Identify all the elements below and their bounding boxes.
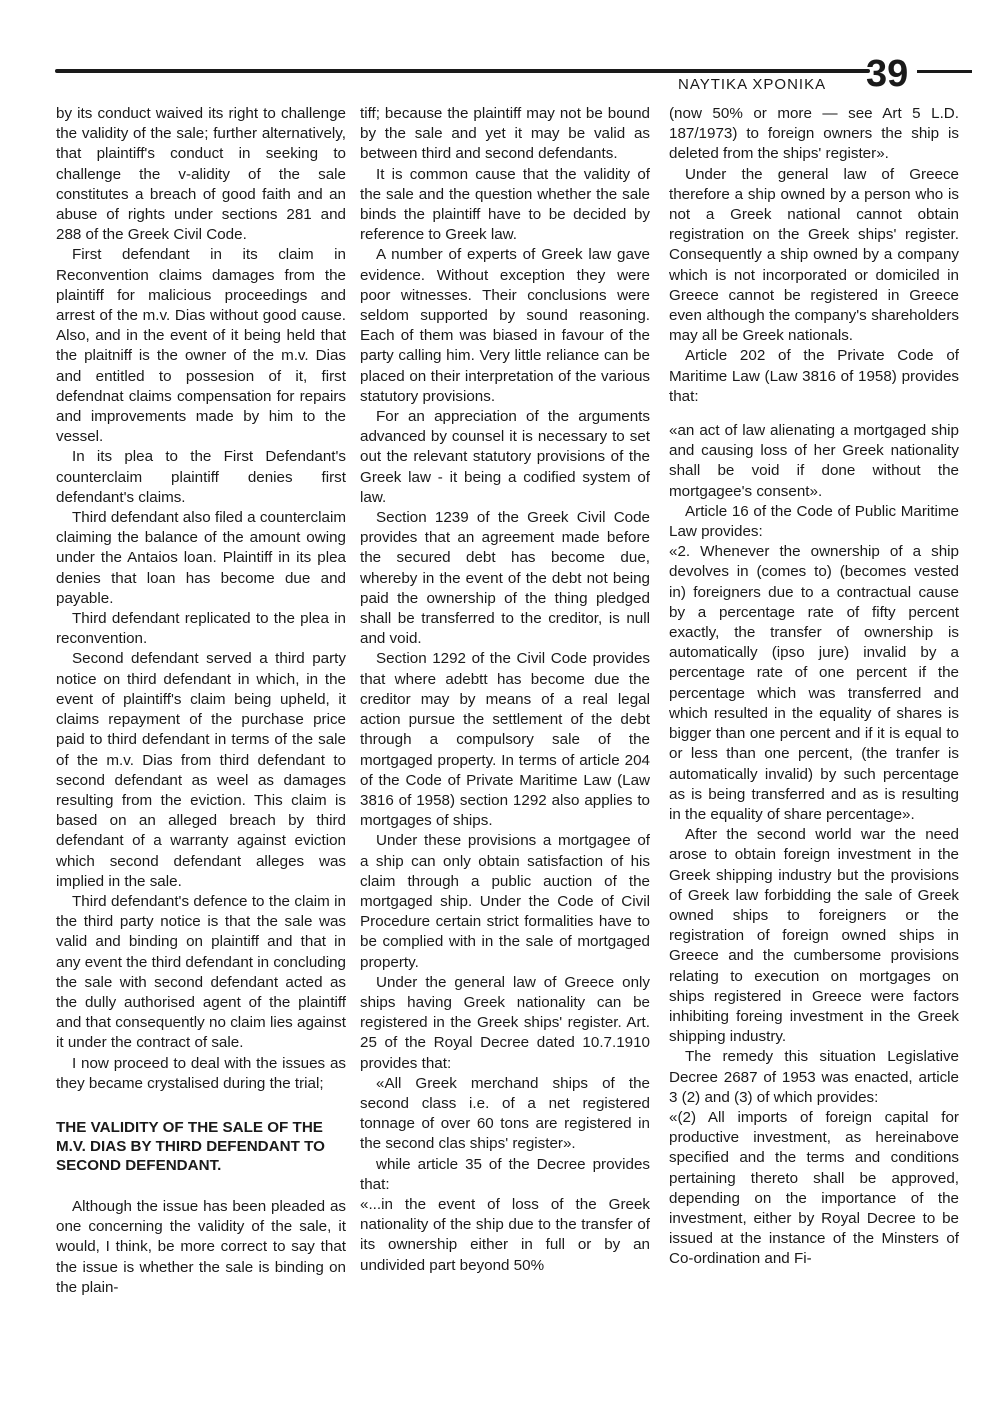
- paragraph: Under the general law of Greece therefore a ship owned by a person who is not a Greek national cannot obtain registration on the Greek ships' register. Consequently a ship owned by a company which is not incorporated or domiciled in Greece cannot be registered in Greece even although the company's shareholders may all be Greek nationals.: [669, 165, 959, 345]
- paragraph: After the second world war the need arose to obtain foreign investment in the Greek shipping industry but the provisions of Greek law forbidding the sale of Greek owned ships to foreigners or the registration of foreign owned ships in Greece and the cumbersome provisions relating to execution on mortgages on ships registered in Greece were factors inhibiting foreing investment in the Greek shipping industry.: [669, 826, 959, 1046]
- paragraph: Article 202 of the Private Code of Maritime Law (Law 3816 of 1958) provides that:: [669, 347, 959, 405]
- paragraph: Under these provisions a mortgagee of a ship can only obtain satisfaction of his claim through a public auction of the mortgaged ship. Under the Code of Civil Procedure certain strict formalities have to be complied with in the sale of mortgaged property.: [360, 832, 650, 971]
- column-3: [669, 104, 959, 1270]
- paragraph: Second defendant served a third party notice on third defendant in which, in the event of plaintiff's claim being upheld, it claims repayment of the purchase price paid to third defendant in terms of the sale of the m.v. Dias from third defendant to second defendant as weel as damages resulting from the eviction. This claim is based on an alleged breach by third defendant of a warranty against eviction which second defendant alleges was implied in the sale.: [56, 650, 346, 890]
- quote-paragraph: «All Greek merchand ships of the second class i.e. of a net registered tonnage of over 60 tons are registered in the second clas ships' register».: [360, 1074, 650, 1153]
- paragraph: Third defendant also filed a counterclaim claiming the balance of the amount owing under the Antaios loan. Plaintiff in its plea denies that loan has become due and payable.: [56, 509, 346, 607]
- paragraph: Section 1239 of the Greek Civil Code provides that an agreement made before the secured debt has become due, whereby in the event of the debt not being paid the ownership of the thing pledged shall be transferred to the creditor, is null and void.: [360, 509, 650, 648]
- paragraph: by its conduct waived its right to challenge the validity of the sale; further alternatively, that plaintiff's conduct in seeking to challenge the v-alidity of the sale constitutes a breach of good faith and an abuse of rights under sections 281 and 288 of the Greek Civil Code.: [56, 105, 346, 244]
- quote-paragraph: «an act of law alienating a mortgaged ship and causing loss of her Greek nationality shall be void if done without the mortgagee's consent».: [669, 422, 959, 500]
- page-number: 39: [866, 53, 909, 95]
- paragraph: First defendant in its claim in Reconvention claims damages from the plaintiff for malicious proceedings and arrest of the m.v. Dias without good cause. Also, and in the event of it being held that the plaitniff is the owner of the m.v. Dias and entitled to possesion of it, first defendnat claims compensation for repairs and improvements made by him to the vessel.: [56, 246, 346, 446]
- paragraph: A number of experts of Greek law gave evidence. Without exception they were poor witnesses. Their conclusions were seldom supported by sound reasoning. Each of them was biased in favour of the party calling him. Very little reliance can be placed on their interpretation of the various statutory provisions.: [360, 246, 650, 405]
- header-rule-left: [55, 69, 870, 73]
- quote-paragraph: «2. Whenever the ownership of a ship devolves in (comes to) (becomes vested in) foreigners due to a contractual cause by a percentage rate of fifty percent exactly, the transfer of ownership is automatically (ipso jure) invalid by a percentage rate of one percent if the percentage which was transferred and which resulted in the equality of shares is bigger than one percent and if it is equal to or less than one percent, (the tranfer is automatically invalid) by such percentage as is being transferred and as is resulting in the equality of share percentage».: [669, 543, 959, 823]
- paragraph: Third defendant replicated to the plea in reconvention.: [56, 610, 346, 648]
- journal-title: ΝΑΥΤΙΚΑ ΧΡΟΝΙΚΑ: [678, 76, 827, 93]
- paragraph: Under the general law of Greece only ships having Greek nationality can be registered in the Greek ships' register. Art. 25 of the Royal Decree dated 10.7.1910 provides that:: [360, 973, 650, 1072]
- quote-paragraph: «...in the event of loss of the Greek nationality of the ship due to the transfer of its ownership either in full or by an undivided part beyond 50%: [360, 1195, 650, 1274]
- header-rule-right: [917, 70, 972, 73]
- column-2: [360, 104, 650, 1276]
- paragraph: Section 1292 of the Civil Code provides that where adebtt has become due the creditor may by means of a real legal action pursue the settlement of the debt through a compulsory sale of the mortgaged property. In terms of article 204 of the Code of Private Maritime Law (Law 3816 of 1958) section 1292 also applies to mortgages of ships.: [360, 650, 650, 830]
- paragraph: The remedy this situation Legislative Decree 2687 of 1953 was enacted, article 3 (2) and (3) of which provides:: [669, 1048, 959, 1106]
- quote-paragraph: «(2) All imports of foreign capital for productive investment, as hereinabove specified and the terms and conditions pertaining thereto shall be approved, depending on the importance of the investment, either by Royal Decree to be issued at the instance of the Minsters of Co-ordination and Fi-: [669, 1108, 959, 1268]
- paragraph: Third defendant's defence to the claim in the third party notice is that the sale was valid and binding on plaintiff and that in any event the third defendant in concluding the sale with second defendant acted as the dully authorised agent of the plaintiff and that consequently no claim lies against it under the contract of sale.: [56, 892, 346, 1052]
- paragraph: In its plea to the First Defendant's counterclaim plaintiff denies first defendant's claims.: [56, 448, 346, 506]
- paragraph: while article 35 of the Decree provides that:: [360, 1155, 650, 1193]
- paragraph: Article 16 of the Code of Public Maritime Law provides:: [669, 502, 959, 541]
- column-1: [56, 104, 346, 1298]
- paragraph: Although the issue has been pleaded as one concerning the validity of the sale, it would, I think, be more correct to say that the issue is whether the sale is binding on the plain-: [56, 1197, 346, 1296]
- paragraph: tiff; because the plaintiff may not be bound by the sale and yet it may be valid as between third and second defendants.: [360, 105, 650, 163]
- paragraph: It is common cause that the validity of the sale and the question whether the sale binds the plaintiff have to be decided by reference to Greek law.: [360, 165, 650, 244]
- paragraph: (now 50% or more — see Art 5 L.D. 187/1973) to foreign owners the ship is deleted from the ships' register».: [669, 105, 959, 163]
- paragraph: I now proceed to deal with the issues as they became crystalised during the trial;: [56, 1054, 346, 1092]
- section-heading: THE VALIDITY OF THE SALE OF THE M.V. DIAS BY THIRD DEFENDANT TO SECOND DEFENDANT.: [56, 1118, 325, 1174]
- paragraph: For an appreciation of the arguments advanced by counsel it is necessary to set out the relevant statutory provisions of the Greek law - it being a codified system of law.: [360, 408, 650, 506]
